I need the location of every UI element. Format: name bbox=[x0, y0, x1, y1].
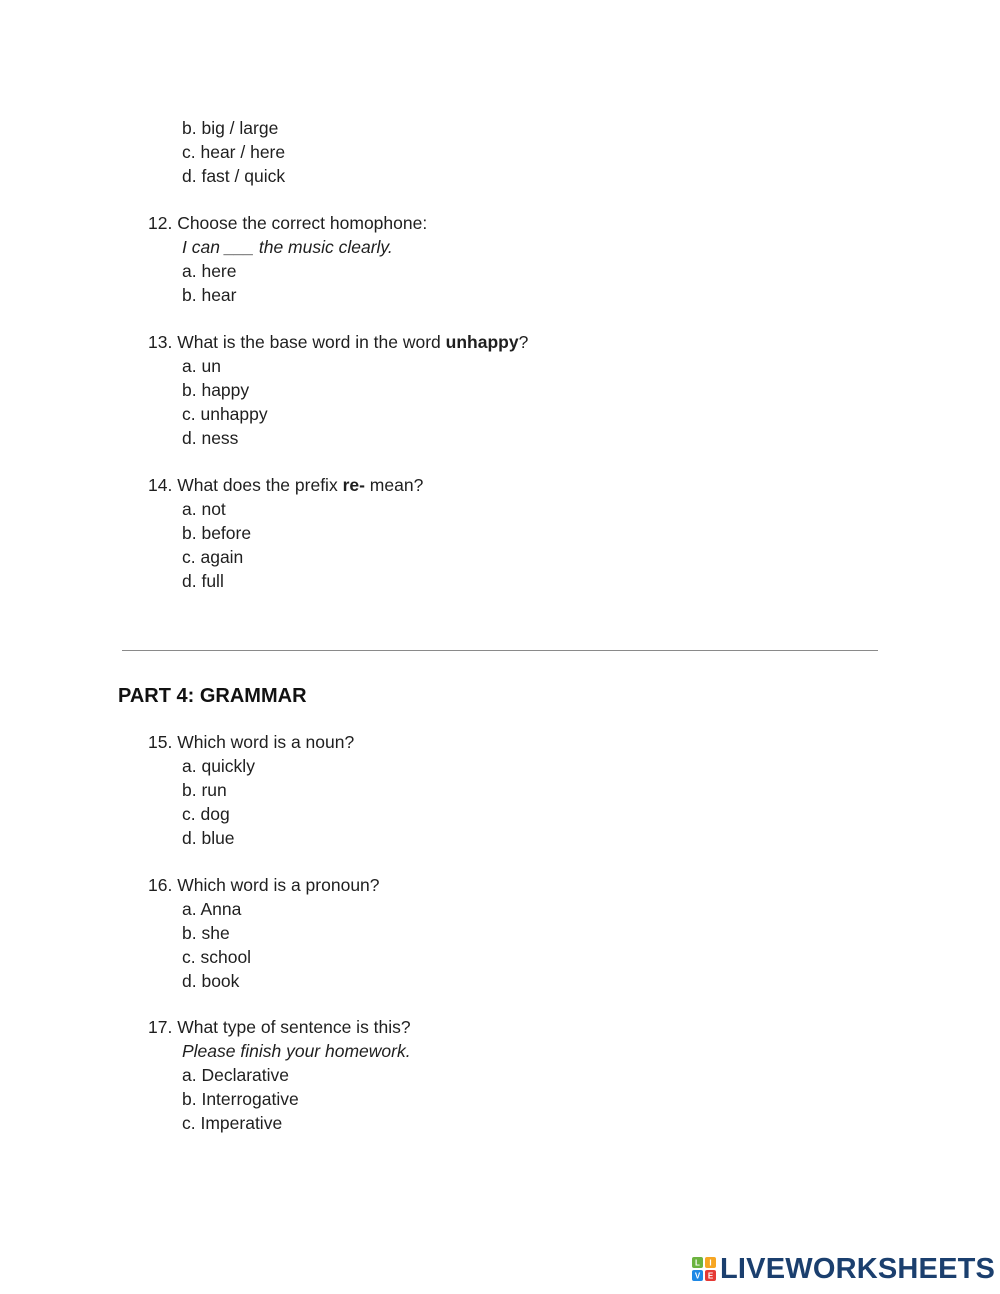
q15-option-b: b. run bbox=[182, 780, 227, 800]
q13-question bbox=[148, 330, 528, 354]
q14-bold-prefix: re- bbox=[342, 475, 365, 495]
q12-option-a: a. here bbox=[182, 261, 237, 281]
q14-question-end: mean? bbox=[364, 475, 424, 495]
q13-question-end: ? bbox=[518, 332, 529, 352]
q16-option-a: a. Anna bbox=[182, 899, 242, 919]
q16-option-b: b. she bbox=[182, 923, 230, 943]
q14-question bbox=[148, 473, 423, 497]
logo-icon-letter-l: L bbox=[695, 1258, 700, 1268]
q14-option-b: b. before bbox=[182, 523, 252, 543]
q14-option-a: a. not bbox=[182, 499, 226, 519]
q15-question: 15. Which word is a noun? bbox=[148, 732, 355, 752]
q14-option-d: d. full bbox=[182, 571, 224, 591]
q13-option-d: d. ness bbox=[182, 428, 239, 448]
q14-option-c: c. again bbox=[182, 547, 244, 567]
q17-option-b: b. Interrogative bbox=[182, 1089, 299, 1109]
q11-option-d: d. fast / quick bbox=[182, 166, 286, 186]
q17-option-a: a. Declarative bbox=[182, 1065, 289, 1085]
q11-option-c: c. hear / here bbox=[182, 142, 286, 162]
q14-question-text: 14. What does the prefix bbox=[148, 475, 343, 495]
q16-option-d: d. book bbox=[182, 971, 240, 991]
logo-icon-letter-i: I bbox=[709, 1258, 712, 1268]
q12-question: 12. Choose the correct homophone: bbox=[148, 213, 428, 233]
q17-question: 17. What type of sentence is this? bbox=[148, 1017, 411, 1037]
q16-option-c: c. school bbox=[182, 947, 252, 967]
liveworksheets-logo-text: LIVEWORKSHEETS bbox=[720, 1253, 996, 1285]
q13-option-c: c. unhappy bbox=[182, 404, 268, 424]
section-divider bbox=[122, 650, 878, 651]
q17-option-c: c. Imperative bbox=[182, 1113, 283, 1133]
q13-option-b: b. happy bbox=[182, 380, 250, 400]
q15-option-d: d. blue bbox=[182, 828, 235, 848]
logo-icon-letter-e: E bbox=[707, 1271, 714, 1281]
q12-option-b: b. hear bbox=[182, 285, 237, 305]
liveworksheets-logo bbox=[692, 1254, 995, 1284]
q13-bold-word: unhappy bbox=[445, 332, 519, 352]
part4-heading: PART 4: GRAMMAR bbox=[118, 685, 307, 707]
q11-option-b: b. big / large bbox=[182, 118, 279, 138]
q12-sentence: I can ___ the music clearly. bbox=[182, 237, 393, 257]
q15-option-a: a. quickly bbox=[182, 756, 255, 776]
q13-question-text: 13. What is the base word in the word bbox=[148, 332, 446, 352]
q15-option-c: c. dog bbox=[182, 804, 230, 824]
liveworksheets-logo-icon bbox=[692, 1257, 716, 1281]
logo-icon-letter-v: V bbox=[694, 1271, 701, 1281]
q16-question: 16. Which word is a pronoun? bbox=[148, 875, 380, 895]
q17-sentence: Please finish your homework. bbox=[182, 1041, 411, 1061]
q13-option-a: a. un bbox=[182, 356, 221, 376]
